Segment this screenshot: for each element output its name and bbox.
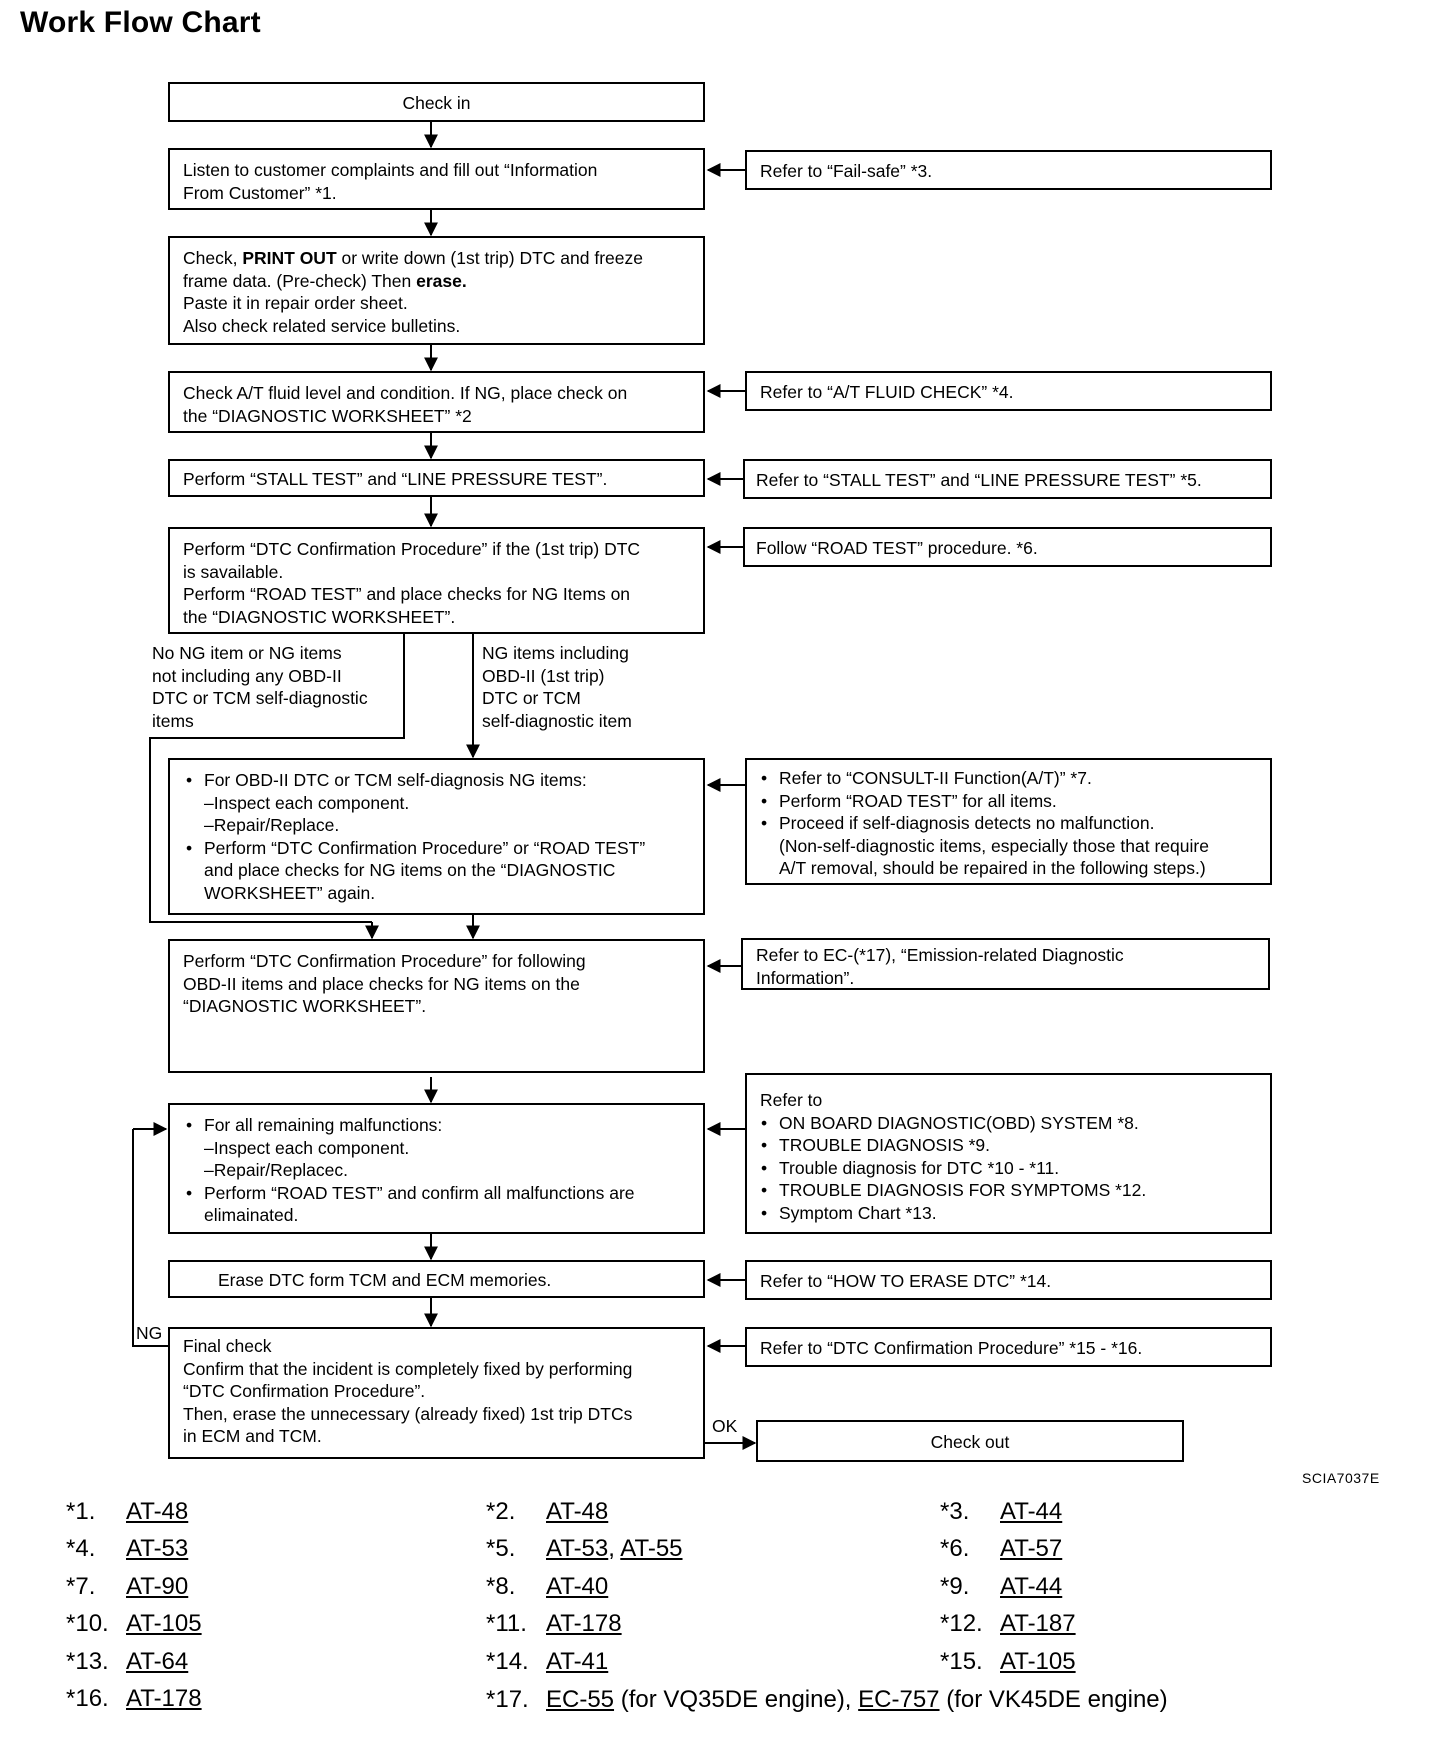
reference-link[interactable]: EC-55 <box>546 1686 615 1713</box>
check-in-box <box>168 82 705 122</box>
step-text-line: is savailable. <box>183 561 284 582</box>
step-text-line: Perform “DTC Confirmation Procedure” if the (1st trip) DTC <box>183 539 641 559</box>
sub-item: –Inspect each component. <box>204 792 410 813</box>
step-text-line: Paste it in repair order sheet. <box>183 293 408 313</box>
step-text-line: frame data. (Pre-check) Then erase. <box>183 270 467 291</box>
step-final-check <box>168 1327 705 1459</box>
bullet-continuation: elimainated. <box>204 1205 299 1225</box>
reference-item <box>66 1647 188 1677</box>
check-out-box <box>756 1420 1184 1462</box>
side-erase-dtc: Refer to “HOW TO ERASE DTC” *14. <box>745 1260 1272 1300</box>
side-road-test: Follow “ROAD TEST” procedure. *6. <box>743 527 1272 567</box>
step-text-line: the “DIAGNOSTIC WORKSHEET”. <box>183 606 456 627</box>
reference-item <box>66 1572 188 1602</box>
step-text-line: Perform “DTC Confirmation Procedure” for following <box>183 951 586 971</box>
reference-link[interactable]: AT-55 <box>620 1535 683 1563</box>
reference-item: *5. AT-53, AT-55 <box>486 1535 683 1563</box>
step-text-line: Erase DTC form TCM and ECM memories. <box>218 1270 552 1290</box>
bullet-item: • Perform “ROAD TEST” for all items. <box>761 790 1057 811</box>
step-text-line: OBD-II items and place checks for NG items on the <box>183 973 580 994</box>
reference-number: *7. <box>66 1572 96 1600</box>
reference-item <box>66 1497 188 1527</box>
bullet-continuation: (Non-self-diagnostic items, especially those that require <box>779 835 1209 856</box>
reference-number: *3. <box>940 1498 970 1525</box>
reference-item <box>940 1647 1076 1677</box>
reference-link[interactable]: AT-48 <box>546 1498 609 1525</box>
bullet-item: • TROUBLE DIAGNOSIS FOR SYMPTOMS *12. <box>761 1180 1147 1200</box>
step-erase-dtc <box>168 1260 705 1298</box>
side-fluid-check: Refer to “A/T FLUID CHECK” *4. <box>745 371 1272 411</box>
sub-item: –Inspect each component. <box>204 1137 410 1158</box>
reference-number: *13. <box>66 1647 109 1675</box>
reference-link[interactable]: AT-57 <box>1000 1535 1063 1563</box>
reference-item <box>66 1534 188 1564</box>
bullet-item: • TROUBLE DIAGNOSIS *9. <box>761 1135 991 1155</box>
reference-number: *11. <box>486 1610 527 1638</box>
bullet-item: • Proceed if self-diagnosis detects no malfunction. <box>761 813 1155 833</box>
side-diagnosis-refs <box>745 1073 1272 1234</box>
branch-ng-label: NG items including OBD-II (1st trip) DTC or TCM self-diagnostic item <box>482 643 632 731</box>
reference-number: *17. <box>486 1686 529 1713</box>
step-text-line: “DIAGNOSTIC WORKSHEET”. <box>183 996 427 1016</box>
side-consult <box>745 758 1272 885</box>
step-text-line: in ECM and TCM. <box>183 1426 322 1446</box>
reference-link[interactable]: AT-48 <box>126 1498 189 1525</box>
sub-item: –Repair/Replace. <box>204 815 340 835</box>
bullet-item: • Refer to “CONSULT-II Function(A/T)” *7. <box>761 768 1092 788</box>
side-head: Refer to <box>760 1090 823 1110</box>
step-customer-complaints <box>168 148 705 210</box>
step-text-line: Check A/T fluid level and condition. If NG, place check on <box>183 383 628 403</box>
reference-link[interactable]: AT-44 <box>1000 1498 1063 1525</box>
reference-link[interactable]: AT-178 <box>126 1685 202 1712</box>
ng-loop-label: NG <box>136 1323 163 1343</box>
step-text-line: Also check related service bulletins. <box>183 315 461 336</box>
step-text-line: From Customer” *1. <box>183 182 337 203</box>
reference-number: *2. <box>486 1498 516 1525</box>
reference-number: *4. <box>66 1535 96 1563</box>
step-print-dtc <box>168 236 705 345</box>
step-fluid-check <box>168 371 705 433</box>
bullet-item: • Perform “ROAD TEST” and confirm all malfunctions are <box>186 1182 635 1203</box>
step-text-line: Listen to customer complaints and fill out “Information <box>183 160 598 180</box>
reference-number: *8. <box>486 1572 516 1600</box>
reference-number: *12. <box>940 1610 983 1638</box>
reference-link[interactable]: AT-105 <box>126 1610 202 1638</box>
reference-item <box>940 1572 1062 1602</box>
step-text-line: Check, PRINT OUT or write down (1st trip) DTC and freeze <box>183 248 643 268</box>
reference-17-body: *17. EC-55 (for VQ35DE engine), EC-757 (for VK45DE engine) <box>486 1686 1168 1713</box>
bullet-continuation: A/T removal, should be repaired in the following steps.) <box>779 858 1206 878</box>
reference-item <box>486 1572 608 1602</box>
reference-link[interactable]: AT-44 <box>1000 1572 1063 1600</box>
check-in-label: Check in <box>402 93 471 113</box>
reference-link[interactable]: AT-187 <box>1000 1610 1076 1638</box>
reference-link[interactable]: AT-53 <box>546 1535 609 1563</box>
reference-number: *9. <box>940 1572 970 1600</box>
step-text-line: Then, erase the unnecessary (already fixed) 1st trip DTCs <box>183 1403 633 1424</box>
ok-label: OK <box>712 1416 738 1436</box>
figure-code: SCIA7037E <box>1302 1470 1380 1486</box>
reference-number: *16. <box>66 1685 109 1712</box>
step-text-line: Final check <box>183 1336 272 1356</box>
reference-number: *5. <box>486 1535 516 1563</box>
reference-number: *10. <box>66 1610 109 1638</box>
reference-number: *15. <box>940 1647 983 1675</box>
reference-item <box>940 1497 1062 1527</box>
reference-item <box>486 1609 622 1639</box>
bullet-item: • Symptom Chart *13. <box>761 1202 937 1223</box>
step-remaining-malfunctions <box>168 1103 705 1234</box>
step-text-line: the “DIAGNOSTIC WORKSHEET” *2 <box>183 405 472 426</box>
reference-number: *6. <box>940 1535 970 1563</box>
reference-link[interactable]: AT-40 <box>546 1572 609 1600</box>
page-title: Work Flow Chart <box>20 6 261 39</box>
bullet-continuation: and place checks for NG items on the “DIAGNOSTIC <box>204 860 616 880</box>
bullet-item: • For all remaining malfunctions: <box>186 1115 443 1135</box>
reference-link[interactable]: AT-178 <box>546 1610 622 1638</box>
bullet-item: • Perform “DTC Confirmation Procedure” or “ROAD TEST” <box>186 837 646 858</box>
reference-link[interactable]: AT-41 <box>546 1647 609 1675</box>
bullet-item: • ON BOARD DIAGNOSTIC(OBD) SYSTEM *8. <box>761 1112 1139 1133</box>
step-text-line: Perform “STALL TEST” and “LINE PRESSURE TEST”. <box>183 469 608 489</box>
reference-item <box>66 1609 202 1639</box>
side-emission-info: Refer to EC-(*17), “Emission-related Diagnostic Information”. <box>741 938 1270 990</box>
side-stall-test: Refer to “STALL TEST” and “LINE PRESSURE TEST” *5. <box>743 459 1272 499</box>
bullet-continuation: WORKSHEET” again. <box>204 882 376 903</box>
reference-item <box>940 1534 1062 1564</box>
reference-number: *14. <box>486 1647 529 1675</box>
side-dtc-procedure: Refer to “DTC Confirmation Procedure” *15 - *16. <box>745 1327 1272 1367</box>
step-obd-confirmation <box>168 939 705 1073</box>
reference-link[interactable]: AT-90 <box>126 1572 189 1600</box>
reference-link[interactable]: AT-64 <box>126 1647 189 1675</box>
step-text-line: Confirm that the incident is completely fixed by performing <box>183 1358 633 1379</box>
reference-link[interactable]: AT-105 <box>1000 1647 1076 1675</box>
reference-link[interactable]: AT-53 <box>126 1535 189 1563</box>
bullet-item: • Trouble diagnosis for DTC *10 - *11. <box>761 1157 1060 1178</box>
reference-item <box>486 1647 608 1677</box>
reference-item <box>66 1684 202 1714</box>
step-text-line: “DTC Confirmation Procedure”. <box>183 1381 426 1401</box>
reference-link[interactable]: EC-757 <box>858 1686 940 1713</box>
side-fail-safe: Refer to “Fail-safe” *3. <box>745 150 1272 190</box>
sub-item: –Repair/Replacec. <box>204 1160 348 1180</box>
branch-no-ng-label: No NG item or NG items not including any OBD-II DTC or TCM self-diagnostic items <box>152 643 368 731</box>
reference-item <box>940 1609 1076 1639</box>
reference-number: *1. <box>66 1498 96 1525</box>
step-dtc-confirmation <box>168 527 705 634</box>
reference-item <box>486 1497 608 1527</box>
bullet-item: • For OBD-II DTC or TCM self-diagnosis NG items: <box>186 770 587 790</box>
step-text-line: Perform “ROAD TEST” and place checks for NG Items on <box>183 584 631 604</box>
step-stall-test <box>168 459 705 497</box>
check-out-label: Check out <box>930 1432 1010 1452</box>
step-obd-ng-items <box>168 758 705 915</box>
